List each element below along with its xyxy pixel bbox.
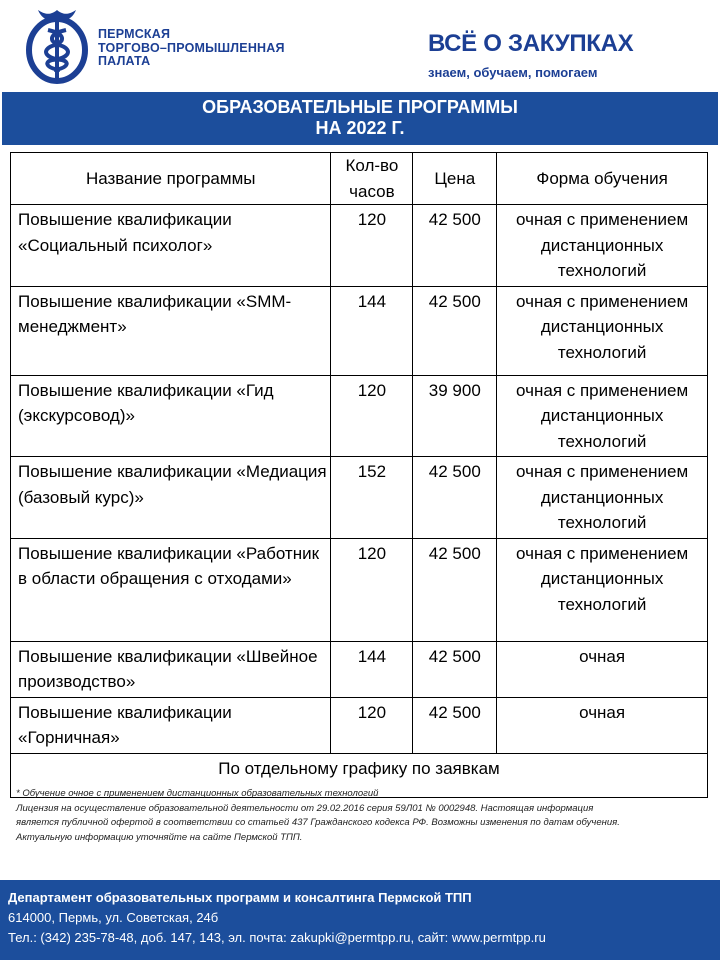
program-form: очная [497,697,708,753]
table-header-row [11,153,708,205]
program-form: очная с применением дистанционных технологий [497,457,708,539]
programs-table [10,152,708,798]
slogan-subtitle: знаем, обучаем, помогаем [428,65,598,80]
table-row [11,641,708,697]
program-name: Повышение квалификации «Социальный психолог» [11,205,331,287]
program-name: Повышение квалификации «Медиация (базовый курс)» [11,457,331,539]
program-form: очная с применением дистанционных технологий [497,205,708,287]
footnote-line2: Лицензия на осуществление образовательной деятельности от 29.02.2016 серия 59Л01 № 0002948. Настоящая информация [16,802,594,814]
program-name: Повышение квалификации «Работник в области обращения с отходами» [11,538,331,641]
footnote-line4: Актуальную информацию уточняйте на сайте Пермской ТПП. [16,831,303,843]
program-name: Повышение квалификации «SMM-менеджмент» [11,286,331,375]
program-price: 42 500 [413,641,497,697]
program-price: 42 500 [413,538,497,641]
banner-title-line1: ОБРАЗОВАТЕЛЬНЫЕ ПРОГРАММЫ [202,97,518,117]
org-name [98,28,285,69]
program-form: очная с применением дистанционных технологий [497,375,708,457]
program-hours: 144 [331,641,413,697]
table-row [11,697,708,753]
department-name: Департамент образовательных программ и консалтинга Пермской ТПП [8,890,472,905]
program-hours: 120 [331,375,413,457]
footnote-line3: является публичной офертой в соответствии со статьей 437 Гражданского кодекса РФ. Возможны изменения по датам обучения. [16,817,620,828]
column-header-price: Цена [413,153,497,205]
contact-line: Тел.: (342) 235-78-48, доб. 147, 143, эл. почта: zakupki@permtpp.ru, сайт: www.permtpp.ru [8,930,546,945]
org-name-line3: ПАЛАТА [98,54,151,68]
program-form: очная [497,641,708,697]
table-row [11,375,708,457]
program-price: 42 500 [413,457,497,539]
schedule-note: По отдельному графику по заявкам [11,753,708,797]
column-header-form: Форма обучения [497,153,708,205]
org-name-line2: ТОРГОВО–ПРОМЫШЛЕННАЯ [98,40,285,55]
title-banner [2,92,718,145]
program-price: 39 900 [413,375,497,457]
org-name-line1: ПЕРМСКАЯ [98,27,171,41]
program-form: очная с применением дистанционных технологий [497,538,708,641]
column-header-name: Название программы [11,153,331,205]
table-row [11,286,708,375]
column-header-hours: Кол-во часов [331,153,413,205]
program-hours: 120 [331,205,413,287]
table-row [11,457,708,539]
program-name: Повышение квалификации «Горничная» [11,697,331,753]
table-row [11,538,708,641]
banner-title-line2: НА 2022 Г. [315,118,405,138]
program-name: Повышение квалификации «Гид (экскурсовод)» [11,375,331,457]
contacts-footer [0,880,720,960]
program-price: 42 500 [413,286,497,375]
footnotes [16,787,716,845]
slogan-title: ВСЁ О ЗАКУПКАХ [428,30,634,57]
chamber-logo-icon [22,6,92,86]
program-hours: 120 [331,697,413,753]
address: 614000, Пермь, ул. Советская, 24б [8,910,219,925]
table-row [11,205,708,287]
program-price: 42 500 [413,697,497,753]
page-header [0,0,720,92]
program-hours: 152 [331,457,413,539]
footnote-line1: * Обучение очное с применением дистанционных образовательных технологий [16,788,379,799]
program-price: 42 500 [413,205,497,287]
program-form: очная с применением дистанционных технологий [497,286,708,375]
program-hours: 120 [331,538,413,641]
program-hours: 144 [331,286,413,375]
program-name: Повышение квалификации «Швейное производство» [11,641,331,697]
